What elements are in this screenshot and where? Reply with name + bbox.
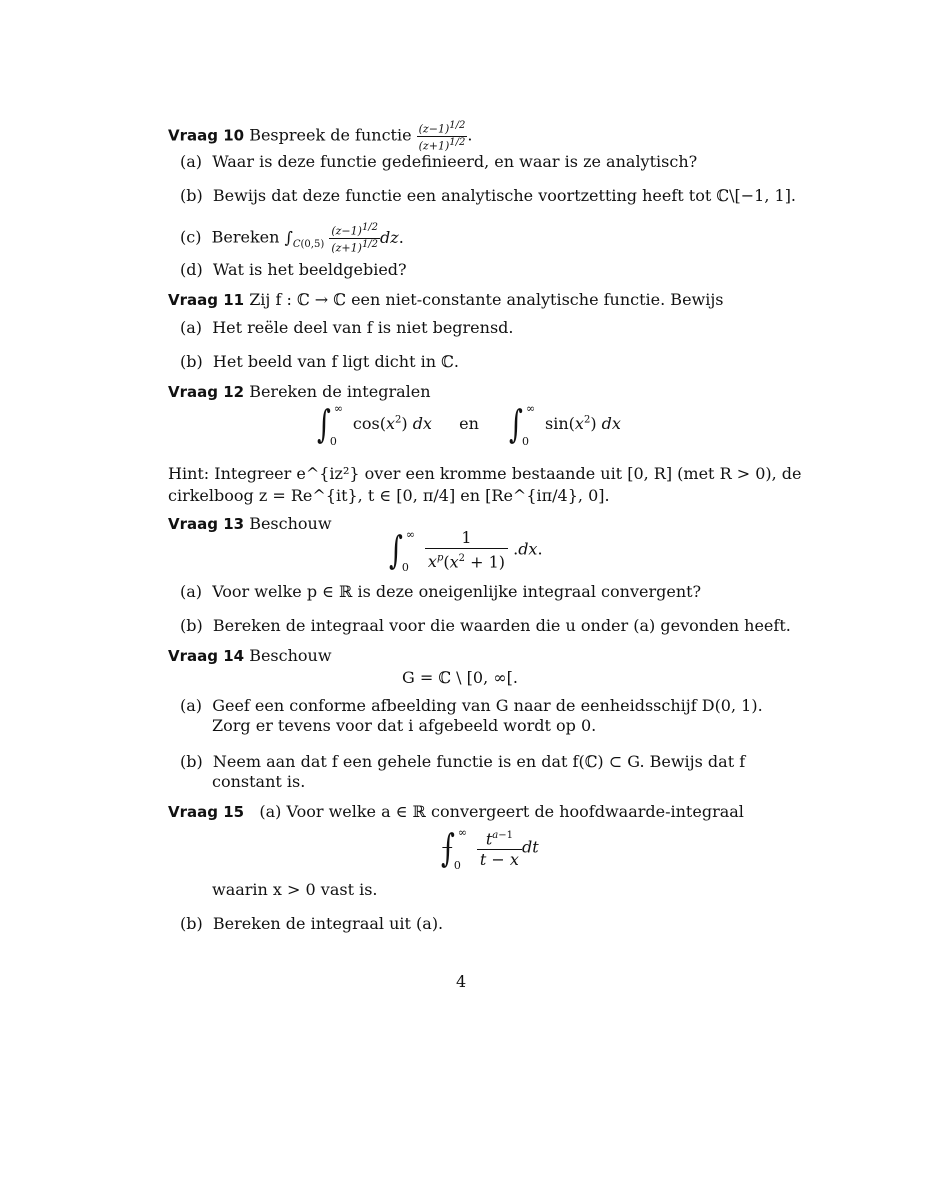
q13-label: Vraag 13 [168,515,245,533]
q13-intro: Beschouw [249,514,332,533]
q12-heading [168,382,431,402]
q15-display-integral: ∫ ∞ 0 $\frac{t^{a-1}}{t - x}$ dt [440,826,539,873]
q11-label: Vraag 11 [168,291,245,309]
q13-item-b: (b) Bereken de integraal voor die waarden die u onder (a) gevonden heeft. [180,616,791,635]
q14-item-a-line2: Zorg er tevens voor dat i afgebeeld wordt op 0. [212,716,597,735]
q14-heading [168,646,332,666]
q13-item-a: (a) Voor welke p ∈ ℝ is deze oneigenlijke integraal convergent? [180,582,702,601]
q14-label: Vraag 14 [168,647,245,665]
page-number: 4 [456,972,467,991]
q14-intro: Beschouw [249,646,332,665]
q10-intro: Bespreek de functie [249,125,412,145]
q11-item-a: (a) Het reële deel van f is niet begrensd. [180,318,514,337]
q10-heading: Vraag 10 Bespreek de functie $\frac{(z-1)^{1/2}}{(z+1)^{1/2}}$ . [168,120,473,153]
q12-en: en [459,413,479,433]
q14-display: G = ℂ \ [0, ∞[. [402,668,518,687]
q12-intro: Bereken de integralen [249,382,431,401]
q10-label: Vraag 10 [168,126,245,145]
q10-item-d: (d) Wat is het beeldgebied? [180,260,407,279]
q10-item-b: (b) Bewijs dat deze functie een analytische voortzetting heeft tot ℂ\[−1, 1]. [180,186,797,205]
q13-heading [168,514,332,534]
q15-waarin: waarin x > 0 vast is. [212,880,378,899]
q10-item-c: (c) Bereken $\int_{C(0,5)}$ $\frac{(z-1)^{1/2}}{(z+1)^{1/2}}$ dz. [180,222,404,255]
q15-label: Vraag 15 [168,803,245,821]
q11-item-b: (b) Het beeld van f ligt dicht in ℂ. [180,352,459,371]
q11-heading [168,290,724,310]
q14-item-b: (b) Neem aan dat f een gehele functie is en dat f(ℂ) ⊂ G. Bewijs dat f [180,752,746,771]
q10-function-fraction: $\frac{(z-1)^{1/2}}{(z+1)^{1/2}}$ [418,120,466,153]
q10-contour-integral: $\int_{C(0,5)}$ $\frac{(z-1)^{1/2}}{(z+1)^{1/2}}$ dz. [284,222,404,255]
q11-intro: Zij f : ℂ → ℂ een niet-constante analytische functie. Bewijs [249,290,724,309]
q14-item-a: (a) Geef een conforme afbeelding van G naar de eenheidsschijf D(0, 1). [180,696,763,715]
q14-item-b-line2: constant is. [212,772,306,791]
q12-hint-line2: cirkelboog z = Re^{it}, t ∈ [0, π/4] en [Re^{iπ/4}, 0]. [168,486,610,505]
q10-item-a: (a) Waar is deze functie gedefinieerd, en waar is ze analytisch? [180,152,698,171]
q12-hint-line1: Hint: Integreer e^{iz²} over een kromme bestaande uit [0, R] (met R > 0), de [168,464,802,483]
q12-display-integrals: ∫ ∞ 0 $\cos(x^2)$ dx en ∫ ∞ 0 $\sin(x^2)$ dx [316,402,621,448]
q15-heading: Vraag 15 (a) Voor welke a ∈ ℝ convergeert de hoofdwaarde-integraal [168,802,744,821]
q12-label: Vraag 12 [168,383,245,401]
q13-display-integral: ∫ ∞ 0 $\frac{1}{x^p(x^2 + 1)}$ .dx. [388,528,543,575]
q15-item-b: (b) Bereken de integraal uit (a). [180,914,444,933]
q15-item-a: Voor welke a ∈ ℝ convergeert de hoofdwaarde-integraal [286,802,744,821]
